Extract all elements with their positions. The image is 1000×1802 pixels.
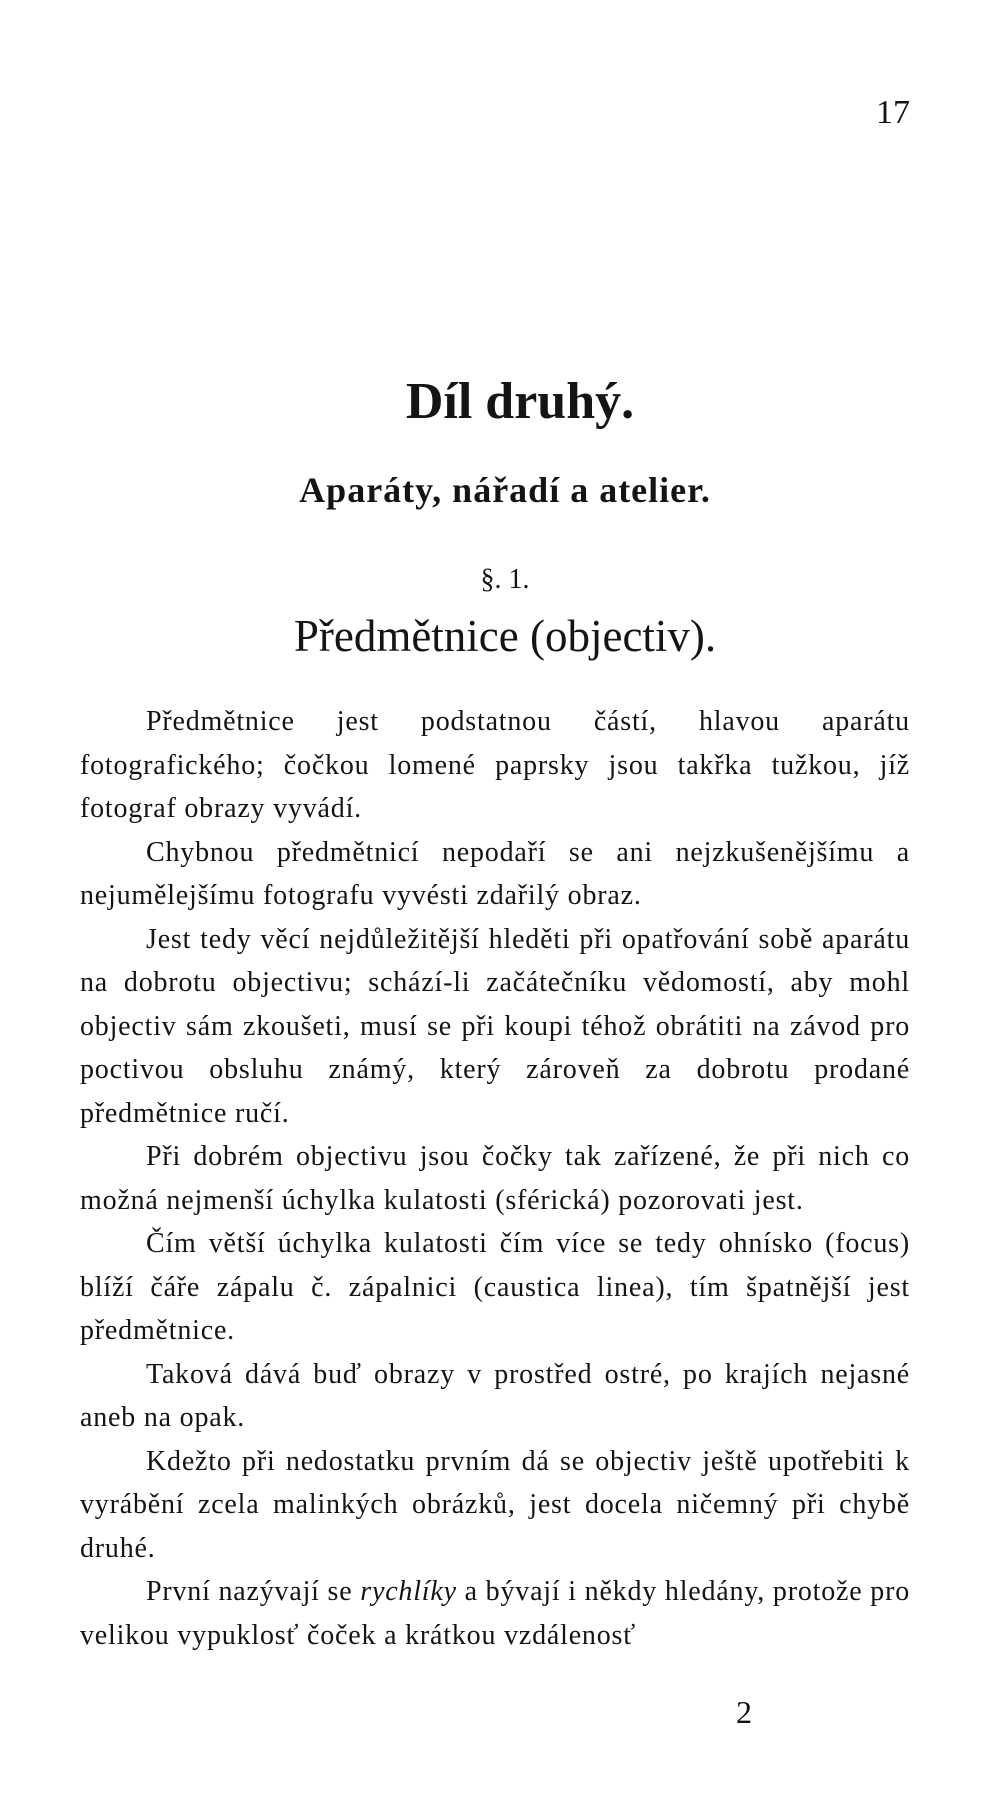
page-number: 17	[876, 94, 910, 131]
section-title: Předmětnice (objectiv).	[293, 611, 717, 661]
paragraph: Předmětnice jest podstatnou částí, hlavou aparátu fotografického; čočkou lomené paprsky jsou takřka tužkou, jíž fotograf obrazy vyvádí.	[80, 706, 910, 824]
section-mark: §. 1.	[480, 564, 530, 595]
paragraph-last	[80, 1570, 910, 1657]
part-subtitle: Aparáty, nářadí a atelier.	[299, 470, 711, 510]
signature-mark: 2	[736, 1694, 752, 1730]
paragraph: Při dobrém objectivu jsou čočky tak zařízené, že při nich co možná nejmenší úchylka kulatosti (sférická) pozorovati jest.	[80, 1141, 910, 1216]
paragraph: Chybnou předmětnicí nepodaří se ani nejzkušenějšímu a nejumělejšímu fotografu vyvésti zdařilý obraz.	[80, 836, 910, 911]
paragraph: Jest tedy věcí nejdůležitější hleděti při opatřování sobě aparátu na dobrotu objectivu; schází-li začátečníku vědomostí, aby mohl objectiv sám zkoušeti, musí se při koupi téhož obrátiti na závod pro poctivou obsluhu známý, který zároveň za dobrotu prodané předmětnice ručí.	[80, 923, 910, 1129]
paragraph-text: První nazývají se	[146, 1576, 361, 1607]
part-title: Díl druhý.	[405, 373, 635, 430]
paragraph: Taková dává buď obrazy v prostřed ostré, po krajích nejasné aneb na opak.	[80, 1358, 910, 1433]
body-text	[80, 700, 910, 1657]
paragraph-text: a bývají i někdy hledány, protože pro velikou vypuklosť čoček a krátkou vzdálenosť	[80, 1576, 910, 1651]
paragraph: Kdežto při nedostatku prvním dá se objectiv ještě upotřebiti k vyrábění zcela malinkých obrázků, jest docela ničemný při chybě druhé.	[80, 1445, 910, 1564]
italic-term: rychlíky	[360, 1576, 457, 1607]
paragraph: Čím větší úchylka kulatosti čím více se tedy ohnísko (focus) blíží čáře zápalu č. zápalnici (caustica linea), tím špatnější jest předmětnice.	[80, 1228, 910, 1346]
